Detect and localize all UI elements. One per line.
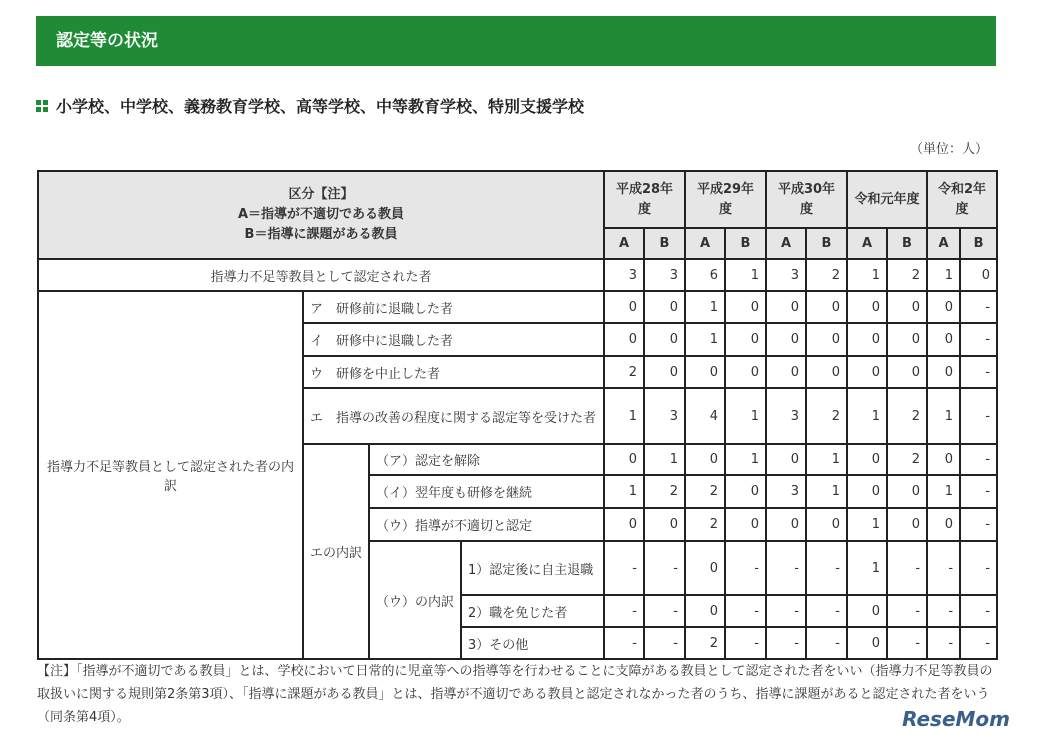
value-cell: 0 bbox=[806, 508, 847, 541]
col-a-header: A bbox=[685, 228, 725, 259]
value-cell: 0 bbox=[685, 444, 725, 475]
year-header: 平成29年度 bbox=[685, 171, 766, 228]
footnote: 【注】「指導が不適切である教員」とは、学校において日常的に児童等への指導等を行わせることに支障がある教員として認定された者をいい（指導力不足等教員の取扱いに関する規則第2条第3項）、「指導に課題がある教員」とは、指導が不適切である教員と認定されなかった者のうち、指導に課題があると認定された者をいう（同条第4項）。 bbox=[37, 664, 993, 725]
value-cell: 0 bbox=[806, 323, 847, 356]
kubun-header: 区分【注】 A＝指導が不適切である教員 B＝指導に課題がある教員 bbox=[38, 171, 604, 259]
value-cell: - bbox=[927, 595, 960, 627]
value-cell: 1 bbox=[644, 444, 685, 475]
section-banner: 認定等の状況 bbox=[36, 16, 996, 66]
row-label: 指導力不足等教員として認定された者 bbox=[38, 259, 604, 291]
value-cell: - bbox=[725, 541, 766, 595]
value-cell: - bbox=[960, 444, 997, 475]
value-cell: 1 bbox=[725, 444, 766, 475]
value-cell: 0 bbox=[847, 356, 887, 388]
grid-bullet-icon bbox=[36, 100, 48, 112]
value-cell: 0 bbox=[685, 595, 725, 627]
value-cell: - bbox=[960, 627, 997, 659]
value-cell: 0 bbox=[685, 356, 725, 388]
value-cell: 2 bbox=[887, 388, 927, 444]
value-cell: - bbox=[806, 541, 847, 595]
value-cell: 1 bbox=[806, 475, 847, 508]
value-cell: 1 bbox=[725, 259, 766, 291]
resemom-logo: ReseMom bbox=[902, 707, 1010, 731]
col-b-header: B bbox=[960, 228, 997, 259]
value-cell: 2 bbox=[685, 508, 725, 541]
value-cell: 3 bbox=[766, 475, 806, 508]
value-cell: 0 bbox=[887, 291, 927, 323]
value-cell: - bbox=[887, 595, 927, 627]
value-cell: 0 bbox=[847, 444, 887, 475]
value-cell: 0 bbox=[806, 291, 847, 323]
row-label: ア 研修前に退職した者 bbox=[303, 291, 604, 323]
value-cell: 0 bbox=[927, 444, 960, 475]
certification-table bbox=[37, 170, 998, 660]
value-cell: - bbox=[806, 595, 847, 627]
year-header: 平成28年度 bbox=[604, 171, 685, 228]
value-cell: - bbox=[960, 595, 997, 627]
value-cell: 0 bbox=[604, 444, 644, 475]
value-cell: 0 bbox=[604, 291, 644, 323]
value-cell: 0 bbox=[927, 323, 960, 356]
value-cell: 0 bbox=[725, 291, 766, 323]
col-b-header: B bbox=[725, 228, 766, 259]
value-cell: 2 bbox=[806, 388, 847, 444]
value-cell: - bbox=[960, 356, 997, 388]
value-cell: - bbox=[806, 627, 847, 659]
value-cell: 1 bbox=[927, 388, 960, 444]
value-cell: - bbox=[766, 627, 806, 659]
subsection-heading bbox=[36, 94, 584, 117]
value-cell: 0 bbox=[927, 508, 960, 541]
value-cell: - bbox=[887, 627, 927, 659]
subsection-title: 小学校、中学校、義務教育学校、高等学校、中等教育学校、特別支援学校 bbox=[56, 97, 585, 116]
row-label: イ 研修中に退職した者 bbox=[303, 323, 604, 356]
value-cell: 1 bbox=[927, 259, 960, 291]
value-cell: 0 bbox=[644, 508, 685, 541]
value-cell: 0 bbox=[766, 444, 806, 475]
value-cell: - bbox=[766, 595, 806, 627]
value-cell: 1 bbox=[685, 323, 725, 356]
value-cell: 0 bbox=[685, 541, 725, 595]
row-label: （ウ）指導が不適切と認定 bbox=[369, 508, 604, 541]
value-cell: - bbox=[644, 541, 685, 595]
year-header: 平成30年度 bbox=[766, 171, 847, 228]
value-cell: 2 bbox=[685, 627, 725, 659]
value-cell: 2 bbox=[887, 259, 927, 291]
value-cell: 0 bbox=[887, 508, 927, 541]
value-cell: 2 bbox=[806, 259, 847, 291]
e-breakdown-label: エの内訳 bbox=[303, 444, 369, 659]
value-cell: 0 bbox=[725, 323, 766, 356]
value-cell: - bbox=[960, 508, 997, 541]
value-cell: 0 bbox=[847, 475, 887, 508]
value-cell: - bbox=[960, 323, 997, 356]
value-cell: 3 bbox=[644, 388, 685, 444]
col-a-header: A bbox=[604, 228, 644, 259]
value-cell: 0 bbox=[847, 627, 887, 659]
col-b-header: B bbox=[644, 228, 685, 259]
value-cell: - bbox=[927, 541, 960, 595]
value-cell: 1 bbox=[806, 444, 847, 475]
value-cell: - bbox=[960, 388, 997, 444]
value-cell: - bbox=[927, 627, 960, 659]
value-cell: 1 bbox=[725, 388, 766, 444]
row-label: 3）その他 bbox=[461, 627, 604, 659]
value-cell: 0 bbox=[960, 259, 997, 291]
row-label: エ 指導の改善の程度に関する認定等を受けた者 bbox=[303, 388, 604, 444]
value-cell: - bbox=[960, 541, 997, 595]
value-cell: - bbox=[766, 541, 806, 595]
value-cell: - bbox=[887, 541, 927, 595]
value-cell: 1 bbox=[847, 508, 887, 541]
row-label: 1）認定後に自主退職 bbox=[461, 541, 604, 595]
value-cell: 0 bbox=[644, 291, 685, 323]
value-cell: - bbox=[960, 291, 997, 323]
value-cell: 0 bbox=[644, 356, 685, 388]
value-cell: 0 bbox=[766, 291, 806, 323]
value-cell: 1 bbox=[927, 475, 960, 508]
row-label: ウ 研修を中止した者 bbox=[303, 356, 604, 388]
value-cell: 3 bbox=[766, 388, 806, 444]
value-cell: - bbox=[725, 627, 766, 659]
row-label: （イ）翌年度も研修を継続 bbox=[369, 475, 604, 508]
value-cell: - bbox=[604, 627, 644, 659]
value-cell: - bbox=[644, 627, 685, 659]
value-cell: - bbox=[644, 595, 685, 627]
value-cell: 0 bbox=[847, 291, 887, 323]
value-cell: 0 bbox=[644, 323, 685, 356]
value-cell: 2 bbox=[685, 475, 725, 508]
value-cell: - bbox=[725, 595, 766, 627]
value-cell: 0 bbox=[887, 356, 927, 388]
u-breakdown-label: （ウ）の内訳 bbox=[369, 541, 461, 659]
value-cell: 0 bbox=[887, 323, 927, 356]
value-cell: 1 bbox=[847, 259, 887, 291]
value-cell: 1 bbox=[604, 475, 644, 508]
value-cell: - bbox=[604, 541, 644, 595]
value-cell: 0 bbox=[766, 508, 806, 541]
value-cell: 0 bbox=[766, 356, 806, 388]
value-cell: 1 bbox=[604, 388, 644, 444]
value-cell: 2 bbox=[887, 444, 927, 475]
value-cell: 3 bbox=[644, 259, 685, 291]
value-cell: 0 bbox=[847, 323, 887, 356]
value-cell: 0 bbox=[725, 356, 766, 388]
col-b-header: B bbox=[887, 228, 927, 259]
value-cell: 2 bbox=[604, 356, 644, 388]
value-cell: 0 bbox=[725, 508, 766, 541]
value-cell: 0 bbox=[725, 475, 766, 508]
year-header: 令和2年度 bbox=[927, 171, 997, 228]
value-cell: 3 bbox=[766, 259, 806, 291]
unit-label: （単位：人） bbox=[909, 142, 988, 157]
value-cell: 6 bbox=[685, 259, 725, 291]
breakdown-label: 指導力不足等教員として認定された者の内訳 bbox=[38, 291, 303, 659]
value-cell: 0 bbox=[766, 323, 806, 356]
value-cell: 1 bbox=[685, 291, 725, 323]
value-cell: 0 bbox=[927, 291, 960, 323]
col-a-header: A bbox=[927, 228, 960, 259]
year-header: 令和元年度 bbox=[847, 171, 927, 228]
value-cell: 0 bbox=[927, 356, 960, 388]
col-a-header: A bbox=[847, 228, 887, 259]
value-cell: 3 bbox=[604, 259, 644, 291]
value-cell: 0 bbox=[604, 323, 644, 356]
table-row bbox=[38, 291, 997, 323]
value-cell: 1 bbox=[847, 388, 887, 444]
value-cell: 0 bbox=[887, 475, 927, 508]
value-cell: 0 bbox=[604, 508, 644, 541]
value-cell: 0 bbox=[847, 595, 887, 627]
row-label: （ア）認定を解除 bbox=[369, 444, 604, 475]
value-cell: - bbox=[604, 595, 644, 627]
col-b-header: B bbox=[806, 228, 847, 259]
value-cell: 2 bbox=[644, 475, 685, 508]
value-cell: 0 bbox=[806, 356, 847, 388]
value-cell: - bbox=[960, 475, 997, 508]
value-cell: 1 bbox=[847, 541, 887, 595]
col-a-header: A bbox=[766, 228, 806, 259]
value-cell: 4 bbox=[685, 388, 725, 444]
row-label: 2）職を免じた者 bbox=[461, 595, 604, 627]
